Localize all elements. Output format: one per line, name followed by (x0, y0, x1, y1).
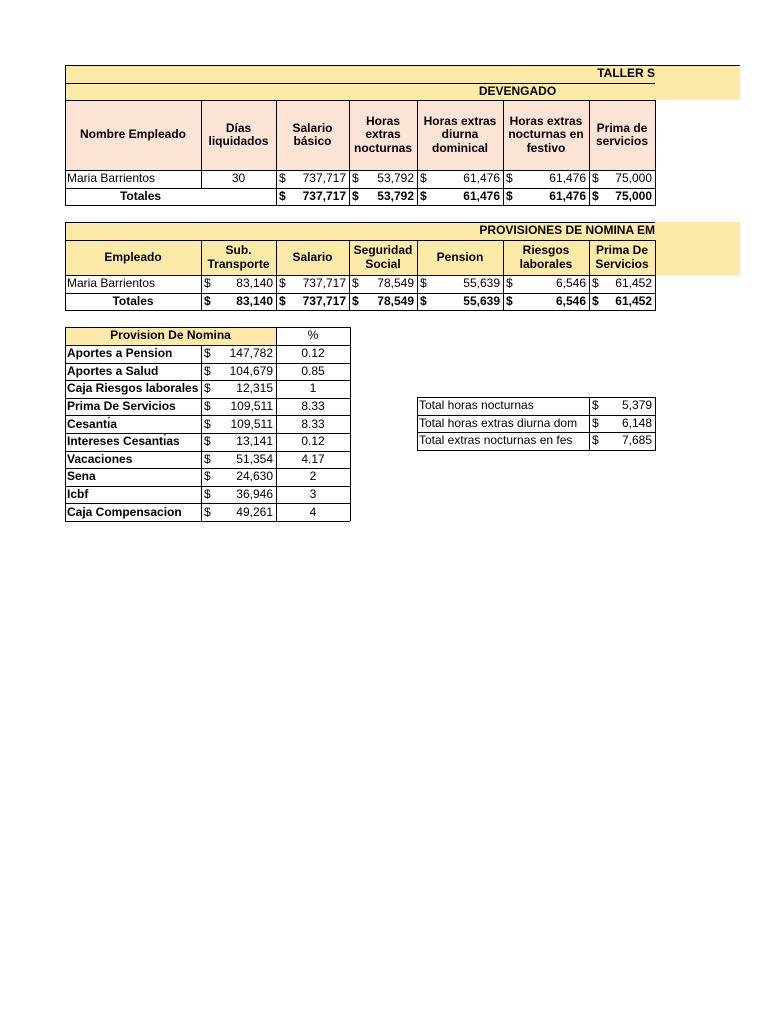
provision-pct: 8.33 (301, 416, 325, 431)
provision-value (201, 345, 276, 363)
provision-value (201, 468, 276, 486)
devengado-total-hen (349, 188, 417, 206)
devengado-total-henf (503, 188, 589, 206)
provision-pct: 0.12 (301, 434, 325, 449)
provisiones-salario (276, 275, 349, 293)
provision-value (201, 433, 276, 451)
currency-symbol: $ (592, 276, 599, 291)
amount: 61,476 (549, 171, 586, 186)
provisiones-employee-name: Maria Barrientos (67, 276, 156, 291)
currency-symbol: $ (420, 276, 427, 291)
grid-line (65, 380, 350, 381)
provision-label: Cesantı́a (67, 416, 118, 431)
grid-line (503, 100, 504, 206)
amount: 6,546 (555, 276, 586, 291)
currency-symbol: $ (204, 276, 211, 291)
provisiones-prima (589, 275, 655, 293)
provision-value (201, 398, 276, 416)
grid-line (589, 100, 590, 206)
grid-line (417, 240, 418, 311)
currency-symbol: $ (592, 189, 599, 204)
devengado-henf (503, 170, 589, 188)
header-seguridad-social: Seguridad Social (353, 243, 413, 271)
grid-line (65, 503, 350, 504)
grid-line (65, 327, 66, 521)
amount: 78,549 (377, 293, 414, 308)
grid-line (65, 83, 655, 84)
currency-symbol: $ (592, 433, 599, 448)
grid-line (589, 240, 590, 311)
provision-pct: 0.85 (301, 363, 325, 378)
provision-nomina-header: Provision De Nomina (110, 328, 231, 343)
amount: 55,639 (463, 276, 500, 291)
amount: 49,261 (236, 504, 273, 519)
currency-symbol: $ (420, 293, 427, 308)
grid-line (65, 345, 350, 346)
total-horas-value (589, 432, 655, 450)
provisiones-total-sub (201, 293, 276, 310)
grid-line (201, 100, 202, 188)
devengado-hedd (417, 170, 503, 188)
currency-symbol: $ (352, 293, 359, 308)
provision-pct: 4 (309, 504, 317, 519)
amount: 24,630 (236, 469, 273, 484)
grid-line (276, 100, 277, 206)
provision-pct: 8.33 (301, 399, 325, 413)
header-dias-liquidados: Días liquidados (208, 120, 269, 148)
provision-label: Vacaciones (67, 451, 133, 466)
currency-symbol: $ (506, 171, 513, 186)
grid-line (65, 100, 655, 101)
grid-line (503, 240, 504, 311)
amount: 61,476 (549, 189, 586, 204)
provisiones-header-right-band (655, 240, 740, 275)
provisiones-riesgos (503, 275, 589, 293)
currency-symbol: $ (279, 293, 286, 308)
amount: 75,000 (615, 171, 652, 186)
grid-line (65, 65, 66, 206)
provision-value (201, 380, 276, 398)
grid-line (417, 397, 656, 398)
amount: 7,685 (621, 433, 652, 448)
devengado-title: DEVENGADO (478, 83, 557, 98)
provision-label: Intereses Cesantı́as (67, 434, 180, 449)
grid-line (655, 240, 656, 311)
provision-label: Sena (67, 469, 96, 484)
grid-line (276, 240, 277, 311)
grid-line (655, 100, 656, 206)
header-salario: Salario (292, 249, 333, 264)
provisiones-pension (417, 275, 503, 293)
devengado-totals-label: Totales (119, 189, 162, 204)
grid-line (201, 345, 202, 521)
amount: 61,476 (463, 189, 500, 204)
grid-line (65, 327, 350, 328)
provisiones-total-seg (349, 293, 417, 310)
grid-line (65, 65, 740, 66)
grid-line (276, 327, 277, 521)
currency-symbol: $ (204, 363, 211, 378)
header-riesgos-laborales: Riesgos laborales (519, 243, 573, 271)
currency-symbol: $ (592, 171, 599, 186)
amount: 6,148 (621, 415, 652, 430)
grid-line (65, 222, 655, 223)
currency-symbol: $ (279, 189, 286, 204)
grid-line (65, 170, 655, 171)
amount: 78,549 (377, 276, 414, 291)
amount: 61,452 (615, 293, 652, 308)
provision-pct: 0.12 (301, 346, 325, 361)
currency-symbol: $ (279, 276, 286, 291)
grid-line (65, 310, 656, 311)
amount: 6,546 (555, 293, 586, 308)
provisiones-totals-label: Totales (112, 293, 154, 308)
grid-line (350, 327, 351, 521)
header-prima-servicios: Prima de servicios (595, 120, 649, 148)
amount: 83,140 (236, 293, 273, 308)
devengado-total-salario (276, 188, 349, 206)
currency-symbol: $ (592, 398, 599, 413)
amount: 737,717 (302, 189, 346, 204)
devengado-total-hedd (417, 188, 503, 206)
currency-symbol: $ (204, 434, 211, 449)
grid-line (417, 100, 418, 206)
provision-pct: 1 (309, 381, 317, 396)
currency-symbol: $ (204, 346, 211, 361)
grid-line (65, 521, 350, 522)
total-horas-label: Total horas nocturnas (419, 398, 534, 413)
amount: 147,782 (229, 346, 273, 361)
grid-line (65, 293, 655, 294)
provision-label: Caja Compensacion (67, 504, 182, 519)
amount: 12,315 (236, 381, 273, 396)
currency-symbol: $ (204, 451, 211, 466)
devengado-hen (349, 170, 417, 188)
amount: 51,354 (236, 451, 273, 466)
total-horas-label: Total extras nocturnas en fes (419, 433, 573, 448)
amount: 737,717 (302, 293, 346, 308)
grid-line (65, 398, 350, 399)
header-pension: Pension (436, 249, 484, 264)
currency-symbol: $ (352, 189, 359, 204)
amount: 36,946 (236, 487, 273, 501)
currency-symbol: $ (204, 504, 211, 519)
grid-line (65, 415, 350, 416)
currency-symbol: $ (204, 416, 211, 431)
provision-label: Aportes a Pension (67, 346, 173, 361)
devengado-band (65, 83, 740, 100)
grid-line (65, 433, 350, 434)
amount: 53,792 (377, 171, 414, 186)
provision-value (201, 451, 276, 469)
devengado-total-prima (589, 188, 655, 206)
header-horas-extras-nocturnas: Horas extras nocturnas (353, 114, 412, 155)
currency-symbol: $ (420, 189, 427, 204)
currency-symbol: $ (204, 381, 211, 396)
amount: 61,452 (615, 276, 652, 291)
provision-value (201, 363, 276, 381)
provision-nomina-pct-header: % (307, 328, 319, 343)
provision-label: Prima De Servicios (67, 399, 176, 413)
provision-pct: 2 (309, 469, 317, 484)
amount: 737,717 (302, 276, 346, 291)
grid-line (65, 486, 350, 487)
header-horas-extras-nocturnas-festivo: Horas extras nocturnas en festivo (508, 114, 584, 155)
amount: 5,379 (621, 398, 652, 413)
devengado-prima (589, 170, 655, 188)
provision-pct: 4.17 (301, 451, 325, 466)
currency-symbol: $ (204, 399, 211, 413)
provision-label: Icbf (67, 487, 89, 501)
amount: 75,000 (615, 189, 652, 204)
header-empleado: Empleado (104, 249, 162, 264)
grid-line (65, 222, 66, 311)
currency-symbol: $ (506, 276, 513, 291)
devengado-dias: 30 (231, 171, 246, 186)
provisiones-seg (349, 275, 417, 293)
provision-label: Caja Riesgos laborales (67, 381, 199, 396)
currency-symbol: $ (204, 487, 211, 501)
currency-symbol: $ (592, 293, 599, 308)
amount: 83,140 (236, 276, 273, 291)
provisiones-total-prima (589, 293, 655, 310)
total-horas-value (589, 397, 655, 415)
amount: 737,717 (302, 171, 346, 186)
currency-symbol: $ (204, 469, 211, 484)
header-prima-de-servicios: Prima De Servicios (595, 243, 649, 271)
grid-line (417, 397, 418, 450)
amount: 104,679 (229, 363, 273, 378)
currency-symbol: $ (506, 293, 513, 308)
devengado-employee-name: Maria Barrientos (67, 171, 156, 186)
total-horas-value (589, 415, 655, 433)
grid-line (65, 188, 655, 189)
grid-line (65, 468, 350, 469)
header-salario-basico: Salario básico (292, 120, 333, 148)
currency-symbol: $ (506, 189, 513, 204)
grid-line (201, 240, 202, 311)
header-nombre-empleado: Nombre Empleado (79, 127, 187, 142)
taller-title: TALLER S (597, 66, 655, 81)
grid-line (65, 451, 350, 452)
provision-value (201, 486, 276, 504)
grid-line (65, 275, 655, 276)
grid-line (65, 363, 350, 364)
currency-symbol: $ (592, 415, 599, 430)
currency-symbol: $ (279, 171, 286, 186)
currency-symbol: $ (420, 171, 427, 186)
header-sub-transporte: Sub. Transporte (207, 243, 270, 271)
provisiones-total-pension (417, 293, 503, 310)
amount: 53,792 (377, 189, 414, 204)
grid-line (655, 397, 656, 450)
devengado-salario (276, 170, 349, 188)
provisiones-total-riesgos (503, 293, 589, 310)
provision-value (201, 415, 276, 433)
currency-symbol: $ (352, 276, 359, 291)
currency-symbol: $ (204, 293, 211, 308)
amount: 109,511 (230, 416, 273, 431)
header-horas-extras-diurna-dominical: Horas extras diurna dominical (423, 114, 497, 155)
provisiones-sub (201, 275, 276, 293)
grid-line (349, 100, 350, 206)
grid-line (65, 205, 656, 206)
provision-pct: 3 (309, 487, 317, 501)
currency-symbol: $ (352, 171, 359, 186)
amount: 13,141 (236, 434, 273, 449)
provisiones-total-salario (276, 293, 349, 310)
grid-line (65, 240, 655, 241)
amount: 61,476 (463, 171, 500, 186)
amount: 109,511 (230, 399, 273, 413)
amount: 55,639 (463, 293, 500, 308)
grid-line (349, 240, 350, 311)
provision-value (201, 503, 276, 521)
provision-label: Aportes a Salud (67, 363, 159, 378)
grid-line (589, 397, 590, 450)
total-horas-label: Total horas extras diurna dom (419, 415, 578, 430)
grid-line (417, 450, 656, 451)
provisiones-title: PROVISIONES DE NOMINA EM (479, 223, 655, 238)
